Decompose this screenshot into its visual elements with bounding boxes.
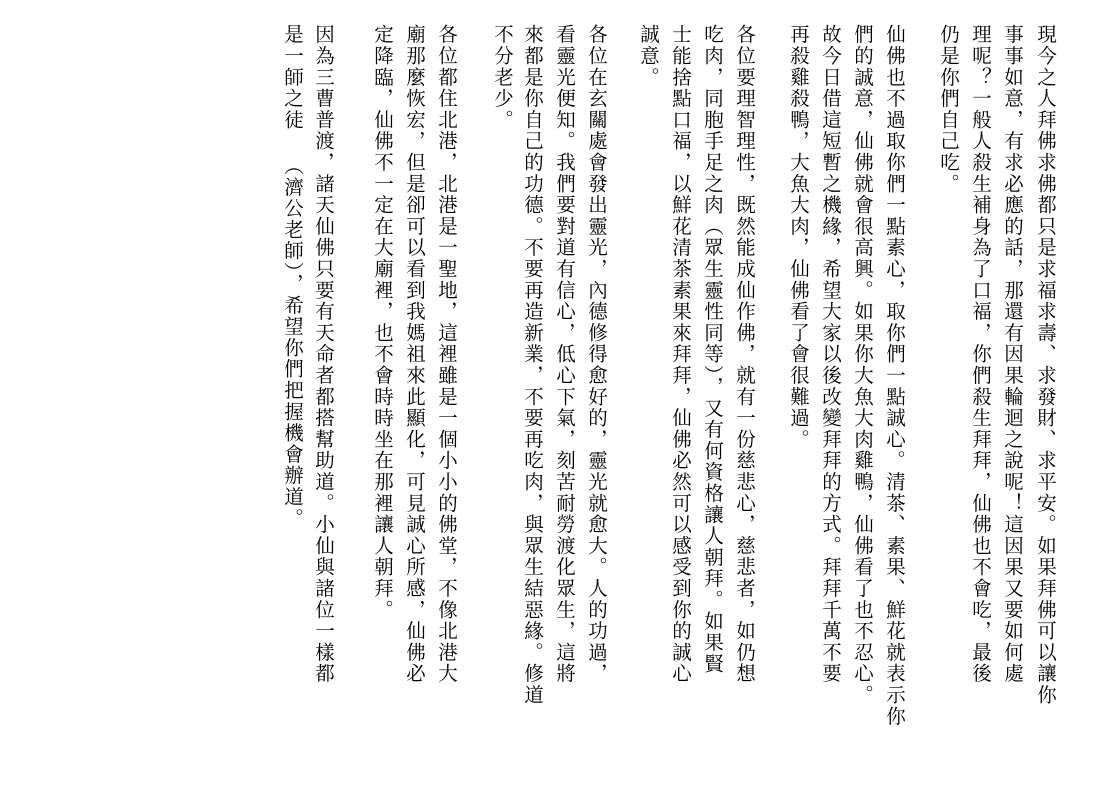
text-column: 吃肉，同胞手足之肉（眾生靈性同等），又有何資格讓人朝拜。如果賢 bbox=[701, 24, 724, 675]
text-column: 來都是你自己的功德。不要再造新業，不要再吃肉，與眾生結惡緣。修道 bbox=[521, 24, 544, 706]
text-column: 誠意。 bbox=[637, 24, 660, 88]
text-column: 看靈光便知。我們要對道有信心，低心下氣，刻苦耐勞渡化眾生，這將 bbox=[553, 24, 576, 685]
text-column: 各位都住北港，北港是一聖地，這裡雖是一個小小的佛堂，不像北港大 bbox=[435, 24, 458, 685]
text-column: 仍是你們自己吃。 bbox=[937, 24, 960, 195]
text-column: 理呢？一般人殺生補身為了口福，你們殺生拜拜，仙佛也不會吃，最後 bbox=[969, 24, 992, 685]
text-column: 事事如意，有求必應的話，那還有因果輪迴之說呢！這因果又要如何處 bbox=[1001, 24, 1024, 685]
text-column: 廟那麼恢宏，但是卻可以看到我媽祖來此顯化，可見誠心所感，仙佛必 bbox=[403, 24, 426, 685]
text-column: 定降臨，仙佛不一定在大廟裡，也不會時時坐在那裡讓人朝拜。 bbox=[371, 24, 394, 621]
text-column: 仙佛也不過取你們一點素心，取你們一點誠心。清茶、素果、鮮花就表示你 bbox=[883, 24, 906, 727]
text-column: 們的誠意，仙佛就會很高興。如果你大魚大肉雞鴨，仙佛看了也不忍心。 bbox=[851, 24, 874, 706]
text-column: 各位在玄關處會發出靈光，內德修得愈好的，靈光就愈大。人的功過， bbox=[585, 24, 608, 685]
text-column: 現今之人拜佛求佛都只是求福求壽、求發財、求平安。如果拜佛可以讓你 bbox=[1034, 24, 1057, 706]
text-column: 再殺雞殺鴨，大魚大肉，仙佛看了會很難過。 bbox=[787, 24, 810, 450]
text-column: 士能捨點口福，以鮮花清茶素果來拜拜，仙佛必然可以感受到你的誠心 bbox=[669, 24, 692, 685]
text-column: 是一師之徒 （濟公老師），希望你們把握機會辦道。 bbox=[281, 24, 304, 529]
text-column: 故今日借這短暫之機緣，希望大家以後改變拜拜的方式。拜拜千萬不要 bbox=[819, 24, 842, 685]
text-column: 不分老少。 bbox=[491, 24, 514, 131]
text-column: 因為三曹普渡，諸天仙佛只要有天命者都搭幫助道。小仙與諸位一樣都 bbox=[312, 24, 335, 685]
text-column: 各位要理智理性，既然能成仙作佛，就有一份慈悲心，慈悲者，如仍想 bbox=[733, 24, 756, 685]
